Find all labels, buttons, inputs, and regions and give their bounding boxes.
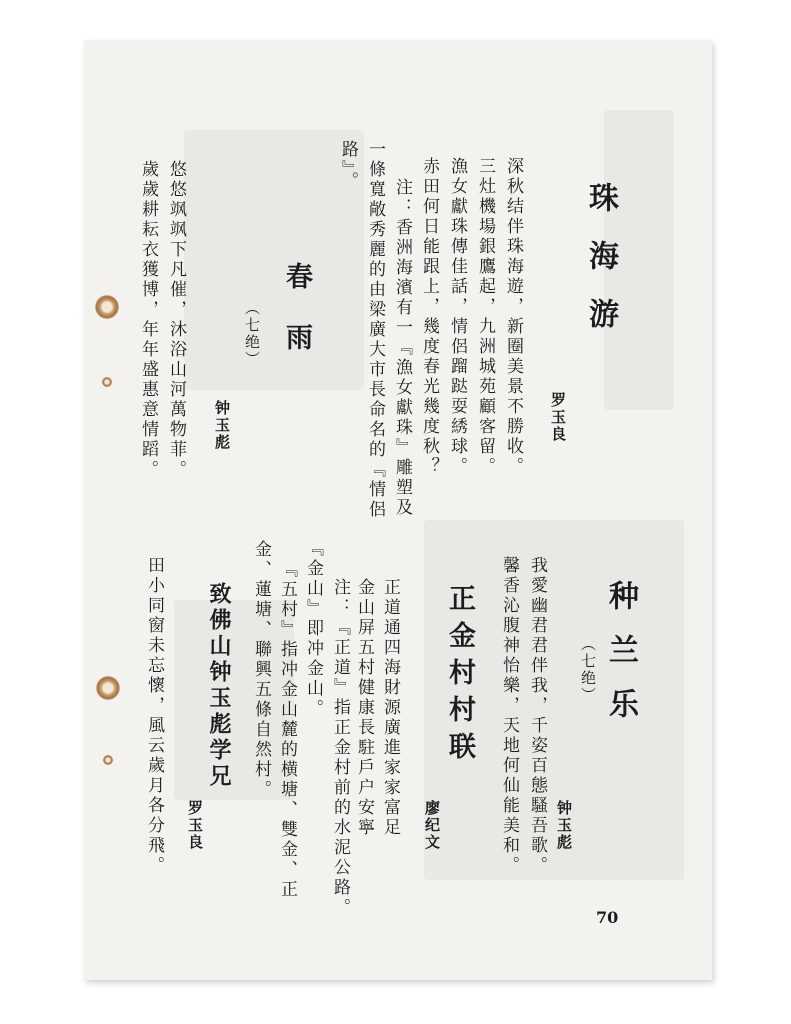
- poem-author-zhifoshan: 罗玉良: [186, 800, 204, 851]
- couplet-line: 金山屏五村健康長駐戶户安寧: [354, 578, 374, 838]
- poem-form-zhonglan: （七绝）: [579, 636, 597, 704]
- binding-hole: [95, 295, 119, 319]
- couplet-note-line: 『金山』即冲金山。: [303, 539, 323, 719]
- poem-line: 深秋结伴珠海遊，新圈美景不勝收。: [503, 157, 523, 477]
- poem-title-chunyu: 春雨: [281, 262, 312, 384]
- couplet-line: 正道通四海財源廣進家家富足: [380, 578, 400, 838]
- couplet-note-line: 『五村』指冲金山麓的横塘、雙金、正: [277, 560, 297, 900]
- poem-note-line: 路』。: [338, 140, 358, 192]
- poem-title-zhonglan: 种兰乐: [603, 580, 638, 742]
- poem-form-chunyu: （七绝）: [243, 300, 261, 368]
- couplet-note-line: 注：『正道』指正金村前的水泥公路。: [330, 578, 350, 918]
- poem-line: 三灶機場銀鷹起，九洲城苑顧客留。: [475, 157, 495, 477]
- couplet-note-line: 金、蓮塘、聯興五條自然村。: [251, 540, 271, 800]
- poem-title-zhifoshan: 致佛山钟玉彪学兄: [206, 582, 232, 790]
- poem-title-zhuhai: 珠海游: [583, 182, 618, 356]
- poem-note-line: 一條寬敞秀麗的由梁廣大市長命名的『情侶: [365, 140, 385, 520]
- poem-line: 歲歲耕耘衣獲博，年年盛惠意情蹈。: [138, 160, 158, 480]
- poem-author-chunyu: 钟玉彪: [213, 400, 231, 451]
- binding-hole: [103, 755, 113, 765]
- poem-line: 漁女獻珠傳佳話，情侶蹓跶耍綉球。: [447, 157, 467, 477]
- poem-line: 赤田何日能跟上，幾度春光幾度秋？: [419, 157, 439, 477]
- poem-line: 悠悠飒飒下凡催，沐浴山河萬物菲。: [166, 160, 186, 480]
- page-number: 70: [596, 908, 619, 927]
- bleed-through-area: [174, 600, 294, 800]
- binding-hole: [96, 676, 120, 700]
- poem-author-zhonglan: 钟玉彪: [555, 800, 573, 851]
- poem-line: 我愛幽君君伴我，千姿百態騷吾歌。: [527, 556, 547, 876]
- binding-hole: [102, 377, 112, 387]
- poem-line: 馨香沁腹神怡樂，天地何仙能美和。: [499, 556, 519, 876]
- poem-note-line: 注：香洲海濱有一『漁女獻珠』雕塑及: [392, 178, 412, 518]
- poem-title-zhengjin: 正金村村联: [444, 584, 475, 769]
- bleed-through-area: [184, 130, 364, 390]
- poem-author-zhengjin: 廖纪文: [423, 800, 441, 851]
- poem-line: 田小同窗未忘懷，風云歲月各分飛。: [144, 556, 164, 876]
- poem-author-zhuhai: 罗玉良: [549, 392, 567, 443]
